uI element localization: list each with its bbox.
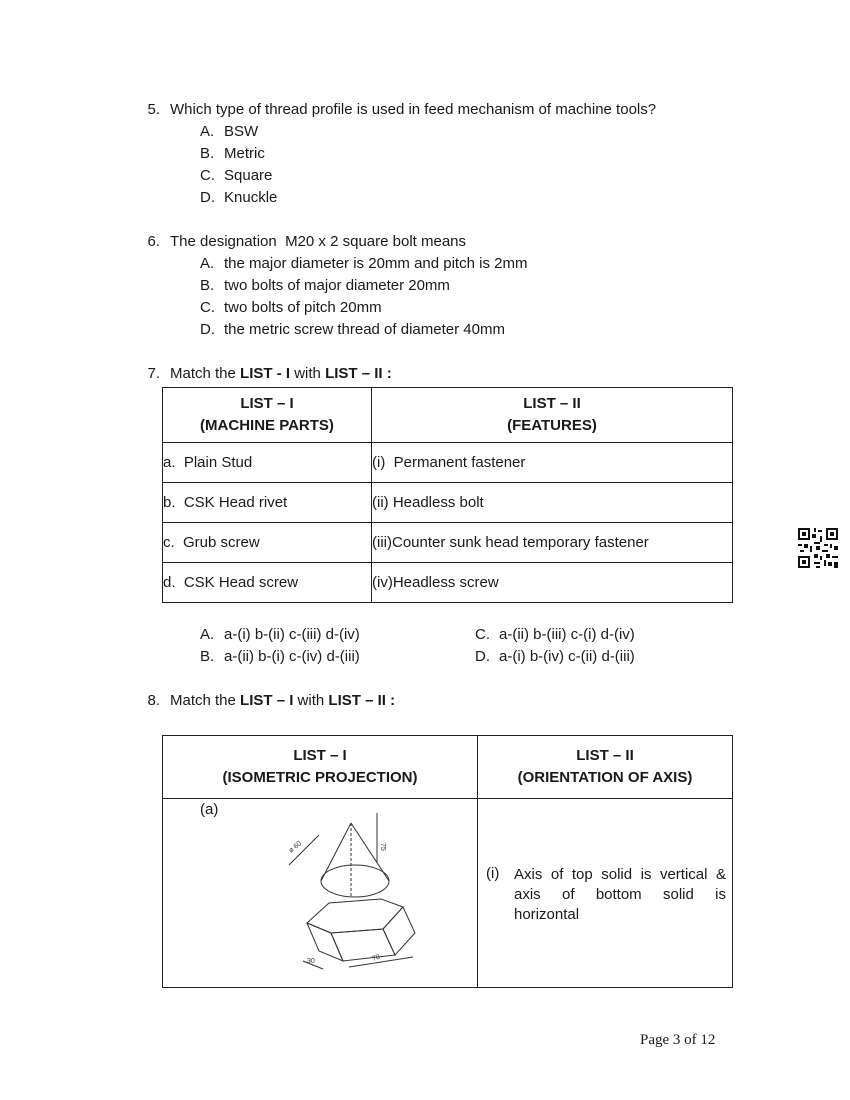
q7-answer-d-text: a-(i) b-(iv) c-(ii) d-(iii): [499, 648, 635, 665]
isometric-projection-drawing: [273, 811, 423, 971]
q7-header-list2: [372, 388, 733, 443]
q5-text: Which type of thread profile is used in feed mechanism of machine tools?: [170, 101, 657, 118]
q8-number: 8.: [147, 692, 160, 709]
page-number: Page 3 of 12: [640, 1032, 716, 1048]
hex-prism-top-face: [307, 899, 403, 933]
q8-axis-text: Axis of top solid is vertical & axis of bottom solid is horizontal: [514, 866, 726, 923]
q6-option-a-letter: A.: [200, 255, 215, 272]
table-row: [163, 563, 733, 603]
q8-header-list1-subtitle: (ISOMETRIC PROJECTION): [222, 769, 418, 786]
q5-option-c-letter: C.: [200, 167, 215, 184]
q7-prefix: Match the: [170, 365, 241, 382]
q7-answer-c-letter: C.: [475, 626, 490, 643]
q7-answer-a-text: a-(i) b-(ii) c-(iii) d-(iv): [224, 626, 360, 643]
q8-header-list2-title: LIST – II: [576, 747, 634, 764]
q5-number: 5.: [147, 101, 160, 118]
q5-option-a-text: BSW: [224, 123, 259, 140]
q8-prefix: Match the: [170, 692, 241, 709]
q7-list2: LIST – II :: [325, 365, 392, 382]
q6-option-a-text: the major diameter is 20mm and pitch is 2mm: [224, 255, 528, 272]
q5-option-b: [200, 145, 265, 162]
hex-prism-right-face: [383, 907, 415, 955]
q5-option-a: [200, 123, 258, 140]
q7-row4-left: d. CSK Head screw: [163, 563, 372, 603]
q6-option-a: [200, 255, 527, 272]
q7-header-list2-title: LIST – II: [523, 395, 581, 412]
dim-label-width: 30: [307, 958, 315, 965]
cone-right-edge: [351, 823, 389, 881]
q6-option-c: [200, 299, 382, 316]
cone-base-ellipse: [321, 865, 389, 897]
q7-answer-c-text: a-(ii) b-(iii) c-(i) d-(iv): [499, 626, 635, 643]
dim-label-height: 75: [379, 843, 386, 851]
q8-row1-right: [478, 799, 733, 988]
q6-option-d-text: the metric screw thread of diameter 40mm: [224, 321, 505, 338]
q8-header-list2: [478, 736, 733, 799]
q5-option-b-text: Metric: [224, 145, 265, 162]
q7-number: 7.: [147, 365, 160, 382]
q7-answer-c: [475, 626, 635, 643]
q8-row-label: (a): [200, 801, 219, 818]
q7-header-list1-title: LIST – I: [240, 395, 294, 412]
q8-match-table: [162, 735, 733, 988]
q7-row1-right: (i) Permanent fastener: [372, 443, 733, 483]
q5-option-d-letter: D.: [200, 189, 215, 206]
q7-row3-right: (iii)Counter sunk head temporary fastener: [372, 523, 733, 563]
table-row: [163, 443, 733, 483]
q5-option-c: [200, 167, 272, 184]
q8-row1-left: [163, 799, 478, 988]
q6-option-d: [200, 321, 505, 338]
q5-option-c-text: Square: [224, 167, 273, 184]
q6-option-b-letter: B.: [200, 277, 215, 294]
q5-option-a-letter: A.: [200, 123, 215, 140]
q8-header-list2-subtitle: (ORIENTATION OF AXIS): [517, 769, 693, 786]
dimension-line-length: [349, 957, 413, 967]
q6-text: The designation M20 x 2 square bolt means: [170, 233, 467, 250]
q5-option-d: [200, 189, 277, 206]
q8-with: with: [293, 692, 329, 709]
q7-with: with: [290, 365, 326, 382]
q7-header-list1: [163, 388, 372, 443]
q7-row2-right: (ii) Headless bolt: [372, 483, 733, 523]
dim-label-diameter: ø 60: [287, 840, 304, 855]
q7-row2-left: b. CSK Head rivet: [163, 483, 372, 523]
q6-option-b-text: two bolts of major diameter 20mm: [224, 277, 450, 294]
table-row: [163, 483, 733, 523]
q7-text: [170, 365, 392, 382]
q7-header-list2-subtitle: (FEATURES): [507, 417, 597, 434]
q6-option-c-text: two bolts of pitch 20mm: [224, 299, 382, 316]
dim-label-length: 78: [371, 953, 382, 963]
q8-list1: LIST – I: [240, 692, 294, 709]
q7-answer-b-text: a-(ii) b-(i) c-(iv) d-(iii): [224, 648, 360, 665]
q7-answer-b-letter: B.: [200, 648, 215, 665]
q6-option-c-letter: C.: [200, 299, 215, 316]
q5-option-b-letter: B.: [200, 145, 215, 162]
q7-row4-right: (iv)Headless screw: [372, 563, 733, 603]
table-row: [163, 799, 733, 988]
q7-answer-b: [200, 648, 360, 665]
q7-row1-left: a. Plain Stud: [163, 443, 372, 483]
q8-axis-number: (i): [486, 865, 500, 882]
q7-answer-d-letter: D.: [475, 648, 490, 665]
q8-header-list1: [163, 736, 478, 799]
q8-text: [170, 692, 395, 709]
q8-table-header-row: [163, 736, 733, 799]
q6-number: 6.: [147, 233, 160, 250]
q7-answer-a: [200, 626, 360, 643]
qr-code-image: [798, 528, 838, 568]
q8-list2: LIST – II :: [328, 692, 396, 709]
q7-answer-a-letter: A.: [200, 626, 215, 643]
q7-header-list1-subtitle: (MACHINE PARTS): [200, 417, 334, 434]
hex-prism-left-face: [307, 923, 343, 961]
q7-list1: LIST - I: [240, 365, 291, 382]
q6-option-b: [200, 277, 450, 294]
q7-table-header-row: [163, 388, 733, 443]
q6-option-d-letter: D.: [200, 321, 215, 338]
q7-row3-left: c. Grub screw: [163, 523, 372, 563]
q8-header-list1-title: LIST – I: [293, 747, 347, 764]
q7-match-table: [162, 387, 733, 603]
q5-option-d-text: Knuckle: [224, 189, 278, 206]
cone-left-edge: [321, 823, 351, 881]
table-row: [163, 523, 733, 563]
q7-answer-d: [475, 648, 635, 665]
